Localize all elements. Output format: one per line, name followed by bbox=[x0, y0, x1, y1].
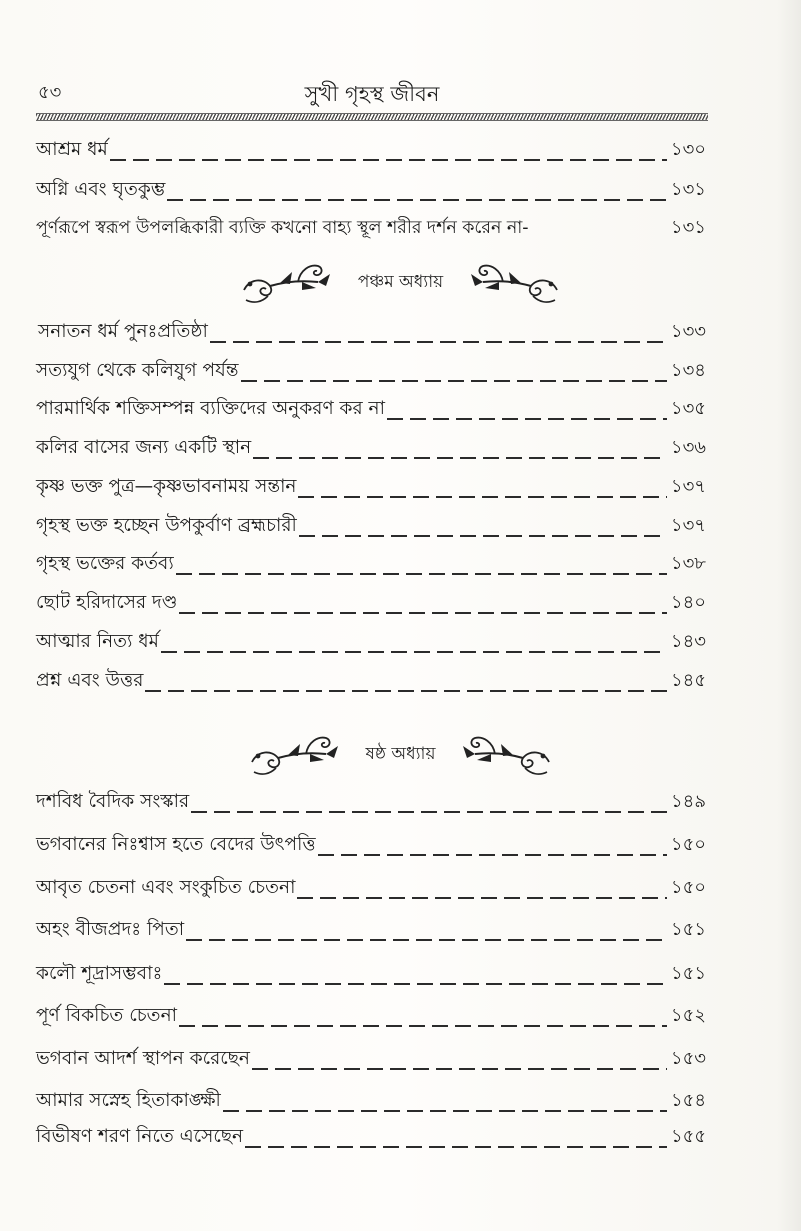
dash-leader bbox=[241, 380, 667, 382]
toc-entry-page: ১৩৪ bbox=[670, 360, 706, 381]
toc-entry[interactable] bbox=[36, 434, 706, 464]
dash-leader bbox=[298, 496, 666, 498]
toc-entry[interactable] bbox=[36, 214, 706, 244]
dash-leader bbox=[179, 1025, 667, 1027]
dash-leader bbox=[161, 651, 667, 653]
dash-leader bbox=[245, 1146, 667, 1148]
toc-entry-title: পারমার্থিক শক্তিসম্পন্ন ব্যক্তিদের অনুকরণ কর না bbox=[36, 398, 385, 419]
toc-entry-title: ভগবানের নিঃশ্বাস হতে বেদের উৎপত্তি bbox=[36, 834, 316, 855]
chapter-6-heading bbox=[0, 730, 801, 780]
toc-entry-page: ১৩৭ bbox=[670, 515, 706, 536]
chapter-title: পঞ্চম অধ্যায় bbox=[357, 272, 444, 292]
toc-entry-page: ১৩১ bbox=[670, 179, 706, 200]
toc-entry-page: ১৫১ bbox=[670, 963, 706, 984]
floral-ornament-icon bbox=[457, 732, 553, 778]
toc-entry-title: গৃহস্থ ভক্ত হচ্ছেন উপকুর্বাণ ব্রহ্মচারী bbox=[36, 515, 297, 536]
toc-entry-title: সনাতন ধর্ম পুনঃপ্রতিষ্ঠা bbox=[38, 321, 208, 342]
page-header bbox=[34, 78, 710, 108]
dash-leader bbox=[318, 854, 667, 856]
toc-entry[interactable] bbox=[36, 589, 706, 619]
toc-entry-page: ১৩৩ bbox=[670, 321, 706, 342]
dash-leader bbox=[210, 341, 667, 343]
toc-entry[interactable] bbox=[36, 550, 706, 580]
toc-entry-title: আবৃত চেতনা এবং সংকুচিত চেতনা bbox=[36, 877, 296, 898]
dash-leader bbox=[223, 1110, 667, 1112]
toc-entry-title: সত্যযুগ থেকে কলিযুগ পর্যন্ত bbox=[36, 360, 239, 381]
toc-entry[interactable] bbox=[36, 1045, 706, 1075]
toc-entry[interactable] bbox=[36, 628, 706, 658]
dash-leader bbox=[164, 983, 667, 985]
dash-leader bbox=[191, 811, 667, 813]
toc-entry[interactable] bbox=[36, 1123, 706, 1153]
toc-entry[interactable] bbox=[36, 960, 706, 990]
dash-leader bbox=[145, 690, 667, 692]
toc-entry-page: ১৫২ bbox=[670, 1005, 706, 1026]
page-number: ৫৩ bbox=[38, 82, 62, 103]
toc-entry[interactable] bbox=[36, 1002, 706, 1032]
toc-entry[interactable] bbox=[36, 788, 706, 818]
toc-entry-title: ভগবান আদর্শ স্থাপন করেছেন bbox=[36, 1048, 250, 1069]
toc-entry-page: ১৩৮ bbox=[670, 553, 706, 574]
toc-entry-title: দশবিধ বৈদিক সংস্কার bbox=[36, 791, 190, 812]
dash-leader bbox=[253, 457, 667, 459]
dash-leader bbox=[297, 897, 666, 899]
toc-entry[interactable] bbox=[36, 357, 706, 387]
toc-entry-title: ছোট হরিদাসের দণ্ড bbox=[36, 592, 178, 613]
toc-entry[interactable] bbox=[36, 916, 706, 946]
toc-entry-page: ১৩৬ bbox=[670, 437, 706, 458]
toc-entry-page: ১৩০ bbox=[670, 139, 706, 160]
toc-entry[interactable] bbox=[36, 473, 706, 503]
toc-entry[interactable] bbox=[38, 318, 706, 348]
toc-entry-title: কলির বাসের জন্য একটি স্থান bbox=[36, 437, 252, 458]
chapter-title: ষষ্ঠ অধ্যায় bbox=[365, 744, 436, 764]
toc-entry-title: পূর্ণ বিকচিত চেতনা bbox=[36, 1005, 177, 1026]
floral-ornament-icon bbox=[248, 732, 344, 778]
running-title: সুখী গৃহস্থ জীবন bbox=[304, 82, 440, 106]
toc-entry-title: পূর্ণরূপে স্বরূপ উপলব্ধিকারী ব্যক্তি কখনো বাহ্য স্থূল শরীর দর্শন করেন না- bbox=[36, 218, 529, 238]
toc-entry-title: কলৌ শূদ্রাসম্ভবাঃ bbox=[36, 963, 163, 984]
toc-entry[interactable] bbox=[36, 1087, 706, 1117]
dash-leader bbox=[167, 199, 667, 201]
dash-leader bbox=[387, 418, 667, 420]
toc-entry-page: ১৫১ bbox=[670, 919, 706, 940]
chapter-5-heading bbox=[0, 258, 801, 308]
toc-entry-page: ১৫৫ bbox=[670, 1126, 706, 1147]
toc-entry-title: আশ্রম ধর্ম bbox=[36, 139, 108, 160]
dash-leader bbox=[252, 1068, 667, 1070]
toc-entry-page: ১৪৯ bbox=[670, 791, 706, 812]
header-rule bbox=[36, 113, 708, 121]
toc-entry-title: গৃহস্থ ভক্তের কর্তব্য bbox=[36, 553, 174, 574]
toc-entry[interactable] bbox=[36, 176, 706, 206]
toc-entry-page: ১৫০ bbox=[670, 834, 706, 855]
toc-entry[interactable] bbox=[36, 136, 706, 166]
toc-entry[interactable] bbox=[36, 874, 706, 904]
toc-entry-page: ১৩৭ bbox=[670, 476, 706, 497]
toc-entry[interactable] bbox=[36, 831, 706, 861]
toc-entry-title: অহং বীজপ্রদঃ পিতা bbox=[36, 919, 185, 940]
dash-leader bbox=[299, 535, 667, 537]
toc-entry[interactable] bbox=[36, 512, 706, 542]
toc-entry-page: ১৪৫ bbox=[670, 670, 706, 691]
floral-ornament-icon bbox=[465, 260, 561, 306]
toc-entry-page: ১৩১ bbox=[670, 217, 706, 238]
toc-entry-title: বিভীষণ শরণ নিতে এসেছেন bbox=[36, 1126, 244, 1147]
toc-entry[interactable] bbox=[36, 395, 706, 425]
floral-ornament-icon bbox=[240, 260, 336, 306]
toc-entry-title: অগ্নি এবং ঘৃতকুম্ভ bbox=[36, 179, 166, 200]
toc-entry[interactable] bbox=[36, 667, 706, 697]
toc-entry-page: ১৪০ bbox=[670, 592, 706, 613]
toc-entry-title: প্রশ্ন এবং উত্তর bbox=[36, 670, 144, 691]
toc-entry-page: ১৫০ bbox=[670, 877, 706, 898]
dash-leader bbox=[186, 939, 667, 941]
dash-leader bbox=[110, 159, 667, 161]
toc-entry-page: ১৪৩ bbox=[670, 631, 706, 652]
toc-entry-title: কৃষ্ণ ভক্ত পুত্র—কৃষ্ণভাবনাময় সন্তান bbox=[36, 476, 297, 497]
toc-entry-page: ১৩৫ bbox=[670, 398, 706, 419]
dash-leader bbox=[179, 612, 666, 614]
toc-entry-page: ১৫৪ bbox=[670, 1090, 706, 1111]
dash-leader bbox=[176, 573, 667, 575]
toc-entry-page: ১৫৩ bbox=[670, 1048, 706, 1069]
toc-entry-title: আত্মার নিত্য ধর্ম bbox=[36, 631, 159, 652]
toc-entry-title: আমার সস্নেহ হিতাকাঙ্ক্ষী bbox=[36, 1090, 221, 1111]
